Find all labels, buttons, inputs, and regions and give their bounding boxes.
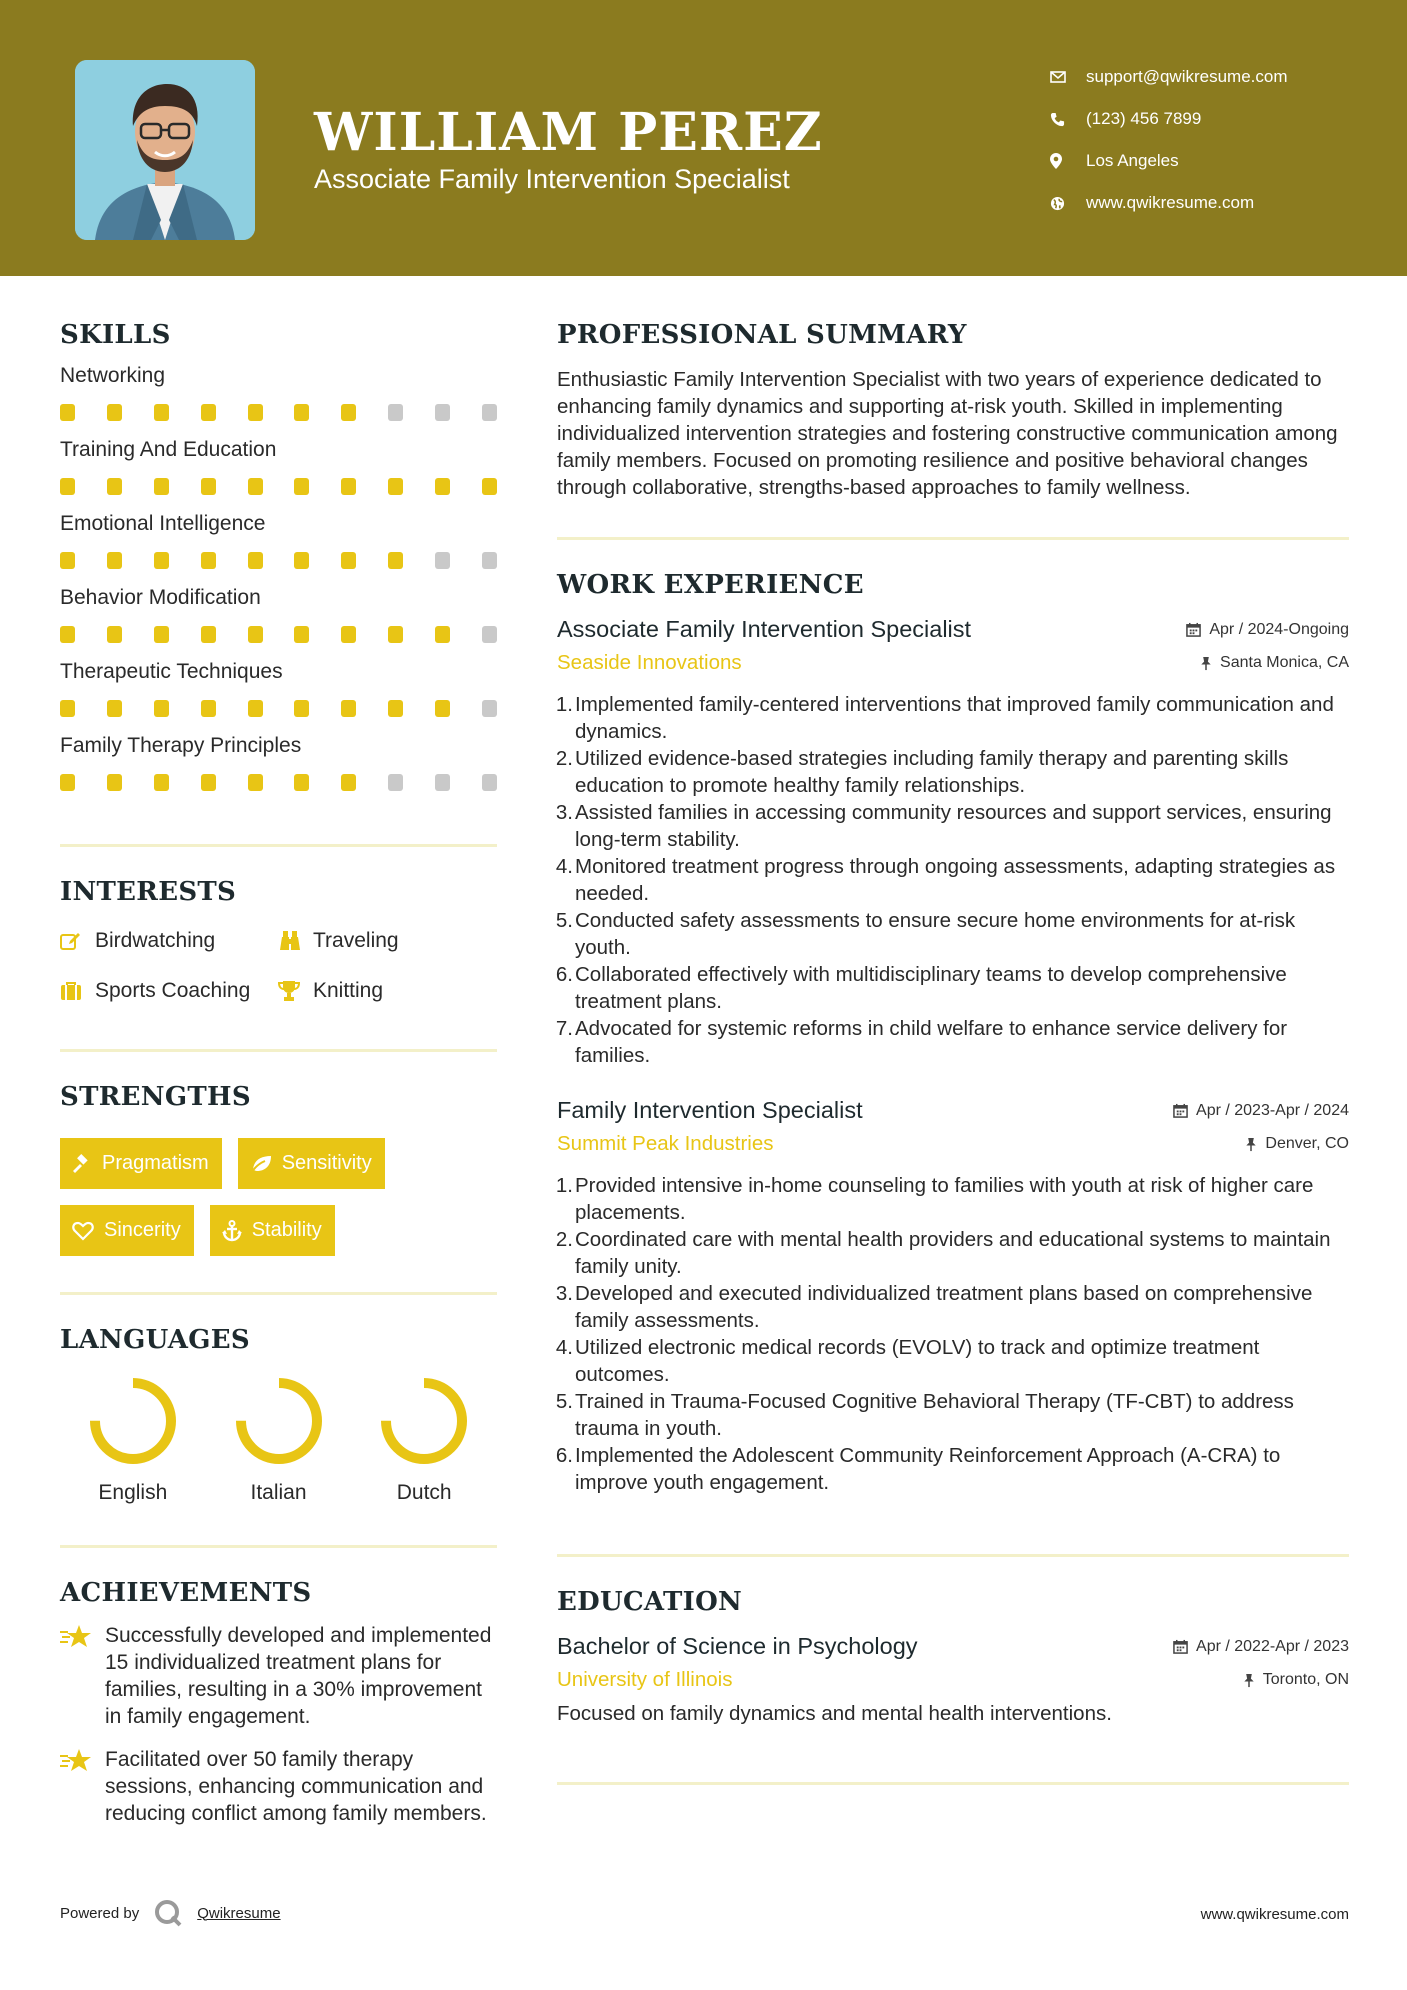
interest-label: Knitting bbox=[313, 979, 384, 1002]
job-date bbox=[1186, 621, 1349, 639]
languages-list bbox=[60, 1375, 497, 1505]
rating-dot-filled bbox=[248, 774, 263, 791]
rating-dot-filled bbox=[294, 626, 309, 643]
job-location-text: Santa Monica, CA bbox=[1220, 654, 1349, 671]
contact-location bbox=[1050, 140, 1288, 182]
rating-dot-filled bbox=[60, 552, 75, 569]
job-title: Associate Family Intervention Specialist bbox=[557, 616, 972, 642]
rating-dot-filled bbox=[388, 700, 403, 717]
rating-dot-filled bbox=[388, 626, 403, 643]
calendar-icon bbox=[1173, 1103, 1188, 1118]
profile-photo bbox=[75, 60, 255, 240]
rating-dot-filled bbox=[60, 700, 75, 717]
language-item bbox=[60, 1375, 206, 1505]
interest-item bbox=[60, 979, 278, 1003]
responsibility-item: Utilized electronic medical records (EVOLV) to track and optimize treatment outcomes. bbox=[575, 1336, 1260, 1386]
rating-dot-filled bbox=[154, 774, 169, 791]
rating-dot-filled bbox=[60, 774, 75, 791]
interests-heading: INTERESTS bbox=[60, 877, 237, 907]
job-header bbox=[557, 1097, 1349, 1124]
summary-text: Enthusiastic Family Intervention Specialist with two years of experience dedicated to enhancing family dynamics and supporting at-risk youth. Skilled in implementing individualized intervention strategies and fostering constructive communication among family members. Focused on promoting resilience and positive behavioral changes through collaborative, strengths-based approaches to family wellness. bbox=[557, 368, 1338, 499]
rating-dot-filled bbox=[154, 626, 169, 643]
skill-rating bbox=[60, 404, 497, 424]
interests-list bbox=[60, 929, 497, 1003]
rating-dot-filled bbox=[248, 552, 263, 569]
rating-dot-filled bbox=[154, 478, 169, 495]
section-divider bbox=[557, 537, 1349, 540]
section-divider bbox=[60, 1292, 497, 1295]
education-location-text: Toronto, ON bbox=[1262, 1671, 1349, 1688]
job-responsibilities bbox=[557, 691, 1349, 1069]
responsibility-item: Advocated for systemic reforms in child welfare to enhance service delivery for families. bbox=[575, 1017, 1288, 1067]
rating-dot-filled bbox=[201, 404, 216, 421]
rating-dot-filled bbox=[341, 404, 356, 421]
trophy-icon bbox=[278, 980, 313, 1002]
skill-item bbox=[60, 586, 497, 646]
rating-dot-filled bbox=[201, 700, 216, 717]
language-ring-arc bbox=[95, 1383, 171, 1459]
education-description: Focused on family dynamics and mental health interventions. bbox=[557, 1702, 1112, 1725]
skill-rating bbox=[60, 552, 497, 572]
rating-dot-filled bbox=[341, 774, 356, 791]
pushpin-icon bbox=[1243, 1673, 1255, 1688]
responsibility-item: Monitored treatment progress through ongoing assessments, adapting strategies as needed. bbox=[575, 855, 1336, 905]
skill-rating bbox=[60, 774, 497, 794]
section-divider bbox=[60, 1049, 497, 1052]
skill-rating bbox=[60, 478, 497, 498]
strength-tag bbox=[210, 1205, 335, 1256]
experience-heading: WORK EXPERIENCE bbox=[557, 570, 864, 600]
rating-dot-empty bbox=[388, 404, 403, 421]
rating-dot-filled bbox=[294, 552, 309, 569]
degree-title: Bachelor of Science in Psychology bbox=[557, 1633, 918, 1659]
section-divider bbox=[60, 1545, 497, 1548]
rating-dot-empty bbox=[482, 700, 497, 717]
job-location-text: Denver, CO bbox=[1265, 1135, 1349, 1152]
responsibility-item: Coordinated care with mental health providers and educational systems to maintain family unity. bbox=[575, 1228, 1331, 1278]
rating-dot-filled bbox=[341, 478, 356, 495]
summary-heading: PROFESSIONAL SUMMARY bbox=[557, 320, 967, 350]
rating-dot-filled bbox=[294, 478, 309, 495]
responsibility-item: Implemented family-centered interventions that improved family communication and dynamics. bbox=[575, 693, 1334, 743]
strength-label: Pragmatism bbox=[102, 1152, 209, 1174]
skill-label: Therapeutic Techniques bbox=[60, 660, 283, 683]
strength-label: Sensitivity bbox=[281, 1152, 372, 1174]
rating-dot-filled bbox=[107, 626, 122, 643]
languages-heading: LANGUAGES bbox=[60, 1325, 250, 1355]
job-date-text: Apr / 2024-Ongoing bbox=[1209, 620, 1349, 638]
rating-dot-filled bbox=[248, 700, 263, 717]
briefcase-icon bbox=[60, 981, 95, 1001]
skill-rating bbox=[60, 700, 497, 720]
rating-dot-empty bbox=[388, 774, 403, 791]
contact-list bbox=[1050, 56, 1288, 224]
rating-dot-filled bbox=[248, 626, 263, 643]
rating-dot-empty bbox=[482, 404, 497, 421]
responsibility-item: Trained in Trauma-Focused Cognitive Behavioral Therapy (TF-CBT) to address trauma in youth. bbox=[575, 1390, 1294, 1440]
responsibility-item: Provided intensive in-home counseling to families with youth at risk of higher care placements. bbox=[575, 1174, 1314, 1224]
responsibility-item: Assisted families in accessing community resources and support services, ensuring long-term stability. bbox=[575, 801, 1332, 851]
skill-label: Emotional Intelligence bbox=[60, 512, 266, 535]
anchor-icon bbox=[222, 1220, 242, 1242]
contact-website[interactable] bbox=[1050, 182, 1288, 224]
pushpin-icon bbox=[1200, 656, 1212, 671]
language-label: English bbox=[98, 1481, 168, 1504]
achievements-list bbox=[60, 1622, 497, 1827]
responsibility-item: Utilized evidence-based strategies including family therapy and parenting skills education to promote healthy family relationships. bbox=[575, 747, 1289, 797]
skill-item bbox=[60, 734, 497, 794]
rating-dot-filled bbox=[201, 774, 216, 791]
heart-icon bbox=[72, 1221, 94, 1241]
rating-dot-filled bbox=[60, 404, 75, 421]
rating-dot-empty bbox=[482, 552, 497, 569]
job-entry bbox=[557, 1097, 1349, 1496]
language-ring-arc bbox=[241, 1383, 317, 1459]
phone-icon bbox=[1050, 112, 1086, 127]
rating-dot-filled bbox=[154, 552, 169, 569]
candidate-title: Associate Family Intervention Specialist bbox=[314, 164, 790, 194]
location-text: Los Angeles bbox=[1086, 151, 1179, 170]
skill-item bbox=[60, 438, 497, 498]
qwikresume-logo-icon bbox=[153, 1898, 183, 1928]
responsibility-item: Implemented the Adolescent Community Reinforcement Approach (A-CRA) to improve youth engagement. bbox=[575, 1444, 1281, 1494]
education-date-text: Apr / 2022-Apr / 2023 bbox=[1196, 1637, 1349, 1655]
rating-dot-empty bbox=[482, 774, 497, 791]
gavel-icon bbox=[72, 1154, 92, 1174]
interest-item bbox=[278, 929, 497, 953]
section-divider bbox=[60, 844, 497, 847]
pushpin-icon bbox=[1245, 1137, 1257, 1152]
skill-rating bbox=[60, 626, 497, 646]
language-progress-ring bbox=[233, 1375, 325, 1467]
interest-label: Sports Coaching bbox=[95, 979, 251, 1002]
rating-dot-empty bbox=[482, 626, 497, 643]
right-column bbox=[557, 320, 1349, 1785]
rating-dot-filled bbox=[107, 404, 122, 421]
school-name: University of Illinois bbox=[557, 1668, 733, 1691]
language-progress-ring bbox=[87, 1375, 179, 1467]
section-divider bbox=[557, 1554, 1349, 1557]
rating-dot-filled bbox=[435, 626, 450, 643]
website-text: www.qwikresume.com bbox=[1086, 193, 1255, 212]
responsibility-item: Collaborated effectively with multidisciplinary teams to develop comprehensive treatment plans. bbox=[575, 963, 1287, 1013]
job-subheader bbox=[557, 1132, 1349, 1156]
rating-dot-filled bbox=[294, 404, 309, 421]
rating-dot-filled bbox=[154, 700, 169, 717]
rating-dot-filled bbox=[294, 700, 309, 717]
strengths-list bbox=[60, 1138, 497, 1256]
skill-item bbox=[60, 512, 497, 572]
strengths-heading: STRENGTHS bbox=[60, 1082, 251, 1112]
interest-item bbox=[60, 929, 278, 953]
strength-label: Stability bbox=[251, 1219, 322, 1241]
skill-label: Behavior Modification bbox=[60, 586, 261, 609]
education-date bbox=[1173, 1638, 1349, 1656]
calendar-icon bbox=[1173, 1639, 1188, 1654]
rating-dot-filled bbox=[248, 478, 263, 495]
language-progress-ring bbox=[378, 1375, 470, 1467]
rating-dot-filled bbox=[201, 626, 216, 643]
strength-tag bbox=[60, 1138, 222, 1189]
interest-label: Birdwatching bbox=[95, 929, 216, 952]
star-icon bbox=[60, 1746, 105, 1827]
skills-heading: SKILLS bbox=[60, 320, 171, 350]
strength-tag bbox=[238, 1138, 385, 1189]
resume-header bbox=[0, 0, 1407, 276]
rating-dot-filled bbox=[201, 478, 216, 495]
binoculars-icon bbox=[278, 930, 313, 952]
education-heading: EDUCATION bbox=[557, 1587, 743, 1617]
section-divider bbox=[557, 1782, 1349, 1785]
strength-tag bbox=[60, 1205, 194, 1256]
rating-dot-filled bbox=[341, 626, 356, 643]
footer-powered-by bbox=[60, 1898, 281, 1928]
left-column bbox=[60, 320, 497, 1827]
rating-dot-filled bbox=[248, 404, 263, 421]
strength-label: Sincerity bbox=[104, 1219, 181, 1241]
globe-icon bbox=[1050, 196, 1086, 211]
job-subheader bbox=[557, 651, 1349, 675]
job-date-text: Apr / 2023-Apr / 2024 bbox=[1196, 1101, 1349, 1119]
interest-label: Traveling bbox=[313, 929, 399, 952]
candidate-name: WILLIAM PEREZ bbox=[314, 102, 823, 163]
rating-dot-filled bbox=[388, 478, 403, 495]
skill-item bbox=[60, 660, 497, 720]
skill-label: Networking bbox=[60, 364, 166, 387]
rating-dot-filled bbox=[435, 700, 450, 717]
interest-item bbox=[278, 979, 497, 1003]
language-item bbox=[206, 1375, 352, 1505]
contact-email[interactable] bbox=[1050, 56, 1288, 98]
job-location bbox=[1200, 654, 1349, 672]
job-entry bbox=[557, 616, 1349, 1069]
education-subheader bbox=[557, 1668, 1349, 1692]
achievements-heading: ACHIEVEMENTS bbox=[60, 1578, 312, 1608]
skill-item bbox=[60, 364, 497, 424]
language-ring-arc bbox=[386, 1383, 462, 1459]
job-location bbox=[1245, 1135, 1349, 1153]
rating-dot-filled bbox=[154, 404, 169, 421]
education-entry bbox=[557, 1633, 1349, 1726]
language-label: Dutch bbox=[396, 1481, 452, 1504]
rating-dot-filled bbox=[201, 552, 216, 569]
rating-dot-filled bbox=[107, 774, 122, 791]
rating-dot-filled bbox=[107, 478, 122, 495]
company-name: Summit Peak Industries bbox=[557, 1132, 774, 1155]
rating-dot-filled bbox=[388, 552, 403, 569]
rating-dot-filled bbox=[482, 478, 497, 495]
job-responsibilities bbox=[557, 1172, 1349, 1496]
leaf-icon bbox=[250, 1154, 272, 1174]
footer-website-link[interactable]: www.qwikresume.com bbox=[1200, 1906, 1349, 1923]
responsibility-item: Conducted safety assessments to ensure secure home environments for at-risk youth. bbox=[575, 909, 1296, 959]
rating-dot-filled bbox=[107, 700, 122, 717]
envelope-icon bbox=[1050, 70, 1086, 84]
language-item bbox=[351, 1375, 497, 1505]
achievement-item bbox=[60, 1622, 497, 1730]
rating-dot-filled bbox=[341, 700, 356, 717]
job-header bbox=[557, 616, 1349, 643]
skills-list bbox=[60, 364, 497, 794]
pencil-square-icon bbox=[60, 931, 95, 951]
rating-dot-filled bbox=[60, 626, 75, 643]
map-pin-icon bbox=[1050, 153, 1086, 169]
education-location bbox=[1243, 1671, 1349, 1689]
rating-dot-empty bbox=[435, 552, 450, 569]
rating-dot-empty bbox=[435, 404, 450, 421]
education-header bbox=[557, 1633, 1349, 1660]
skill-label: Family Therapy Principles bbox=[60, 734, 302, 757]
job-title: Family Intervention Specialist bbox=[557, 1097, 863, 1123]
achievement-text: Facilitated over 50 family therapy sessions, enhancing communication and reducing conflict among family members. bbox=[105, 1748, 487, 1825]
achievement-text: Successfully developed and implemented 15 individualized treatment plans for families, resulting in a 30% improvement in family engagement. bbox=[105, 1624, 492, 1728]
rating-dot-filled bbox=[435, 478, 450, 495]
contact-phone[interactable] bbox=[1050, 98, 1288, 140]
company-name: Seaside Innovations bbox=[557, 651, 742, 674]
responsibility-item: Developed and executed individualized treatment plans based on comprehensive family assessments. bbox=[575, 1282, 1313, 1332]
phone-text: (123) 456 7899 bbox=[1086, 109, 1202, 128]
rating-dot-filled bbox=[294, 774, 309, 791]
rating-dot-filled bbox=[107, 552, 122, 569]
email-text: support@qwikresume.com bbox=[1086, 67, 1288, 86]
achievement-item bbox=[60, 1746, 497, 1827]
job-date bbox=[1173, 1102, 1349, 1120]
skill-label: Training And Education bbox=[60, 438, 277, 461]
rating-dot-empty bbox=[435, 774, 450, 791]
language-label: Italian bbox=[250, 1481, 307, 1504]
qwikresume-link[interactable]: Qwikresume bbox=[197, 1904, 281, 1922]
rating-dot-filled bbox=[341, 552, 356, 569]
rating-dot-filled bbox=[60, 478, 75, 495]
calendar-icon bbox=[1186, 622, 1201, 637]
star-icon bbox=[60, 1622, 105, 1730]
powered-by-label: Powered by bbox=[60, 1904, 140, 1922]
